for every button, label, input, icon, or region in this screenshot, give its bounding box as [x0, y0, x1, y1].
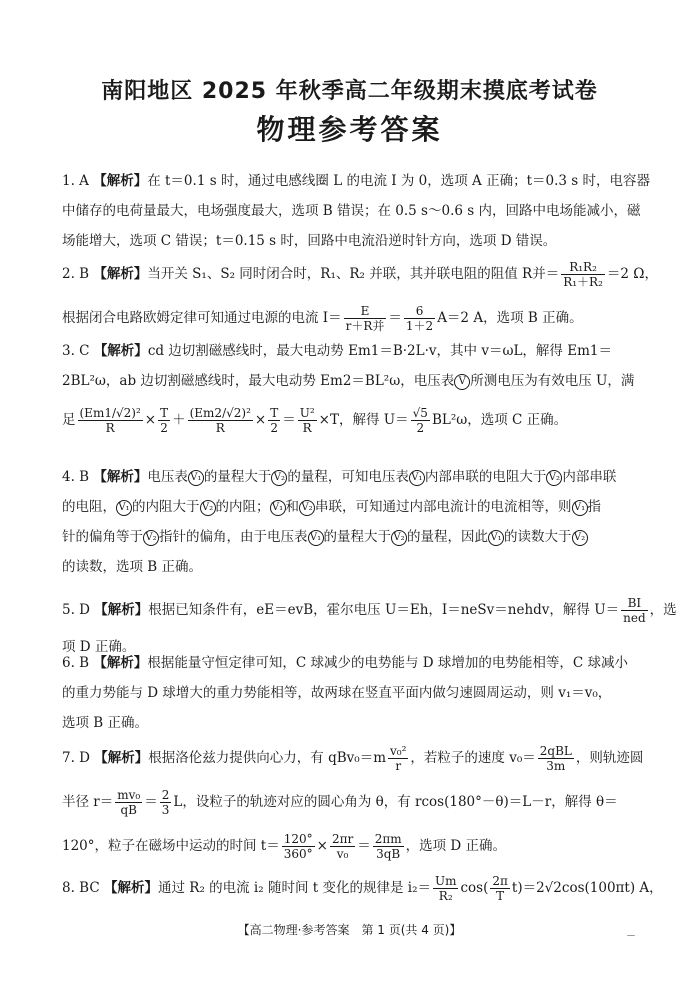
- answer-text: ＝: [282, 412, 296, 428]
- answer-text: 的读数，选项 B 正确。: [62, 559, 203, 575]
- answer-text: 根据能量守恒定律可知，C 球减少的电势能与 D 球增加的电势能相等，C 球减小: [147, 655, 629, 671]
- answer-text: 所测电压为有效电压 U，满: [470, 373, 635, 389]
- fraction: $\frac{2\pi}{T}$: [492, 874, 508, 903]
- fraction: $\frac{BI}{\text{ned}}$: [623, 596, 646, 625]
- answer-text: 选项 B 正确。: [62, 715, 149, 731]
- question-6: [62, 648, 662, 738]
- question-label: 2. B: [62, 266, 90, 282]
- answer-text: ＋: [172, 412, 186, 428]
- question-8: 8. BC 【解析】通过 R₂ 的电流 i₂ 随时间 t 变化的规律是 i₂＝ $\frac{Um}{\text{R₂}}$ cos( $\frac{2\pi}{T}$ t)＝2√2cos(100πt) A，: [62, 874, 663, 903]
- voltmeter-v2-symbol: V₂: [143, 530, 159, 546]
- fraction: $\frac{T}{2}$: [160, 406, 169, 435]
- fraction: $\frac{Um}{\text{R₂}}$: [434, 874, 457, 903]
- fraction: $\frac{E}{\text{r＋R并}}$: [345, 304, 385, 333]
- fraction: $\frac{\text{R₁R₂}}{\text{R₁＋R₂}}$: [563, 260, 603, 289]
- analysis-tag: 【解析】: [93, 266, 148, 282]
- question-label: 1. A: [62, 173, 89, 189]
- question-label: 3. C: [62, 343, 90, 359]
- voltmeter-v1-symbol: V₁: [116, 500, 132, 516]
- answer-text: 的重力势能与 D 球增大的重力势能相等，故两球在竖直平面内做匀速圆周运动，则 v₁＝v₀，: [62, 685, 612, 701]
- fraction: $\frac{\text{U²}}{R}$: [299, 406, 315, 435]
- fraction: $\frac{\text{v₀²}}{r}$: [390, 744, 407, 773]
- answer-text: BL²ω，选项 C 正确。: [431, 412, 568, 428]
- voltmeter-v1-symbol: V₁: [572, 500, 588, 516]
- question-label: 4. B: [62, 469, 90, 485]
- fraction: $\frac{\text{2qBL}}{3m}$: [539, 744, 572, 773]
- fraction: $\frac{\text{mv₀}}{qB}$: [117, 788, 141, 817]
- corner-mark: －: [626, 931, 636, 942]
- analysis-tag: 【解析】: [93, 655, 148, 671]
- voltmeter-v1-symbol: V₁: [409, 470, 425, 486]
- analysis-tag: 【解析】: [93, 343, 148, 359]
- answer-text: 场能增大，选项 C 错误；t＝0.15 s 时，回路中电流沿逆时针方向，选项 D 错误。: [62, 233, 557, 249]
- voltmeter-symbol: V: [454, 374, 470, 390]
- question-label: 6. B: [62, 655, 90, 671]
- question-1: [62, 166, 662, 256]
- fraction: $\frac{\text{(Em2/√2)²}}{R}$: [189, 406, 251, 435]
- voltmeter-v1-symbol: V₁: [308, 530, 324, 546]
- answer-text: ×T，解得 U＝: [318, 412, 409, 428]
- answer-text: cd 边切割磁感线时，最大电动势 Em1＝B·2L·v，其中 v＝ωL，解得 Em1＝: [147, 343, 612, 359]
- fraction: $\frac{2}{3}$: [161, 788, 170, 817]
- question-7: 7. D 【解析】根据洛伦兹力提供向心力，有 qBv₀＝m $\frac{\text{v₀²}}{r}$ ，若粒子的速度 v₀＝ $\frac{\text{2qBL}}{3m}$ ，则轨迹圆 半径 r＝ $\frac{\text{mv₀}}{qB}$ ＝ $\frac{2}{3}$ L，设粒子的轨迹对应的圆心角为 θ，有 rcos(180°－θ)＝L－r，解得 θ＝ 120°，粒子在磁场中运动的时间 t＝ $\frac{120^\circ}{360^\circ}$ × $\frac{2\pi r}{\text{v₀}}$ ＝ $\frac{2\pi m}{3qB}$ ，选项 D 正确。: [62, 744, 644, 861]
- voltmeter-v1-symbol: V₁: [188, 470, 204, 486]
- analysis-tag: 【解析】: [94, 750, 149, 766]
- answer-title: 物理参考答案: [256, 113, 443, 146]
- analysis-tag: 【解析】: [103, 880, 158, 896]
- fraction: $\frac{\text{(Em1/√2)²}}{R}$: [79, 406, 141, 435]
- answer-text: 当开关 S₁、S₂ 同时闭合时，R₁、R₂ 并联，其并联电阻的阻值 R并＝: [147, 266, 560, 282]
- answer-text: ×: [144, 412, 157, 428]
- fraction: $\frac{√5}{2}$: [412, 406, 428, 435]
- answer-text: 根据已知条件有，eE＝evB，霍尔电压 U＝Eh，I＝neSv＝nehdv，解得 U＝: [148, 602, 620, 618]
- answer-text: 在 t＝0.1 s 时，通过电感线圈 L 的电流 I 为 0，选项 A 正确；t＝0.3 s 时，电容器: [147, 173, 650, 189]
- page-footer: 【高二物理·参考答案 第 1 页(共 4 页)】: [237, 923, 462, 937]
- question-4: 4. B 【解析】电压表 V₁ 的量程大于 V₂ 的量程，可知电压表 V₁ 内部串联的电阻大于 V₂ 内部串联 的电阻， V₁ 的内阻大于 V₂ 的内阻； V₁ 和 V₂ 串联，可知通过内部电流计的电流相等，则 V₁ 指 针的偏角等于 V₂ 指针的偏角，由于电压表 V₁ 的量程大于 V₂ 的量程，因此 V₁ 的读数大于 V₂ 的读数，选项 B 正确。: [62, 469, 617, 575]
- answer-text: 中储存的电荷量最大，电场强度最大，选项 B 错误；在 0.5 s～0.6 s 内，回路中电场能减小，磁: [62, 203, 641, 219]
- analysis-tag: 【解析】: [94, 602, 149, 618]
- answer-text: A＝2 A，选项 B 正确。: [437, 310, 583, 326]
- voltmeter-v2-symbol: V₂: [546, 470, 562, 486]
- fraction: $\frac{2\pi r}{\text{v₀}}$: [331, 832, 354, 861]
- analysis-tag: 【解析】: [93, 469, 148, 485]
- answer-text: 根据闭合电路欧姆定律可知通过电源的电流 I＝: [62, 310, 342, 326]
- fraction: $\frac{120^\circ}{360^\circ}$: [283, 832, 313, 861]
- answer-text: ＝2 Ω，: [606, 266, 658, 282]
- fraction: $\frac{6}{1+2}$: [405, 304, 434, 333]
- voltmeter-v1-symbol: V₁: [270, 500, 286, 516]
- answer-text: 项 D 正确。: [62, 639, 136, 655]
- answer-text: 2BL²ω，ab 边切割磁感线时，最大电动势 Em2＝BL²ω，电压表: [62, 373, 455, 389]
- question-label: 5. D: [62, 602, 90, 618]
- voltmeter-v2-symbol: V₂: [271, 470, 287, 486]
- exam-title: 南阳地区 2025 年秋季高二年级期末摸底考试卷: [101, 79, 598, 104]
- answer-text: ，选: [649, 602, 677, 618]
- voltmeter-v2-symbol: V₂: [299, 500, 315, 516]
- question-label: 8. BC: [62, 880, 100, 896]
- fraction: $\frac{T}{2}$: [270, 406, 279, 435]
- answer-text: 足: [62, 412, 76, 428]
- question-2: [62, 252, 662, 340]
- analysis-tag: 【解析】: [93, 173, 148, 189]
- question-3: [62, 336, 662, 444]
- voltmeter-v2-symbol: V₂: [200, 500, 216, 516]
- answer-text: ＝: [388, 310, 402, 326]
- voltmeter-v2-symbol: V₂: [572, 530, 588, 546]
- fraction: $\frac{2\pi m}{3qB}$: [374, 832, 402, 861]
- answer-text: ×: [254, 412, 267, 428]
- voltmeter-v1-symbol: V₁: [488, 530, 504, 546]
- question-label: 7. D: [62, 750, 90, 766]
- voltmeter-v2-symbol: V₂: [391, 530, 407, 546]
